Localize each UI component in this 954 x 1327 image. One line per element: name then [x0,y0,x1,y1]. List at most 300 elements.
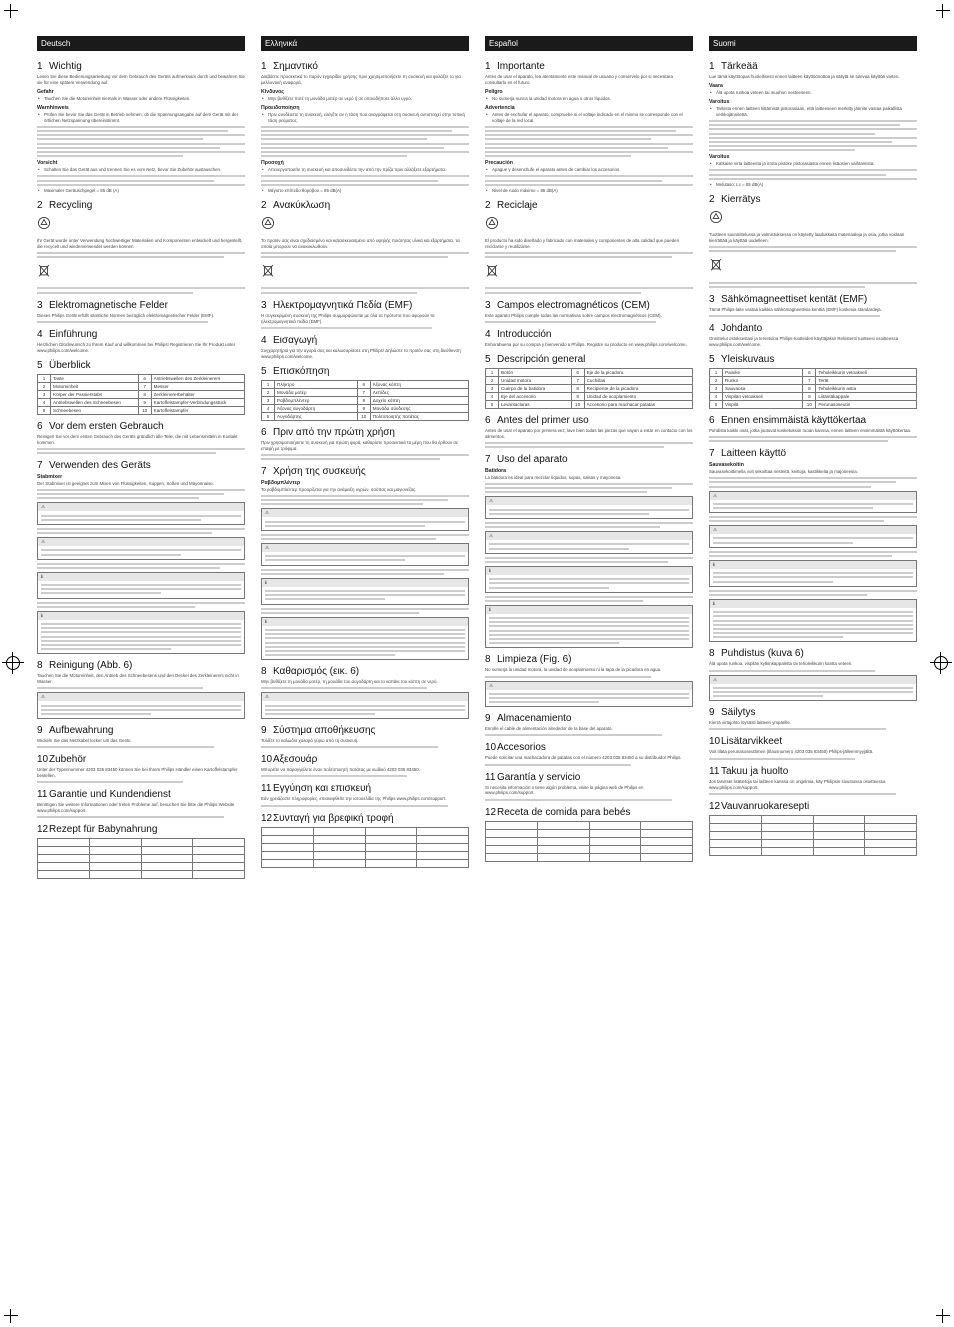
text-line [261,503,423,505]
text-line [489,638,689,640]
note-box [485,681,693,708]
text-line [261,155,407,157]
text-line [709,250,896,252]
info-icon: ℹ [265,579,267,585]
table-cell: 1 [710,368,723,376]
table-cell: Αυγοδάρτης [275,412,358,420]
table-cell: Vispilän vetoakseli [723,392,803,400]
text-line [709,590,917,592]
paragraph: Εάν χρειάζεστε πληροφορίες, επισκεφθείτε την ιστοσελίδα της Philips www.philips.com/support. [261,796,447,802]
table-cell: Πλήκτρο [275,380,358,388]
text-line [709,315,880,317]
text-line [261,458,440,460]
text-line [709,670,875,672]
text-line [37,687,203,689]
table-cell: Messer [151,382,244,390]
subheading: Sauvasekoitin [709,462,744,468]
table-row [38,390,245,398]
text-line [485,155,631,157]
recycle-icon [261,216,275,230]
note-box [485,531,693,554]
note-box [709,491,917,514]
text-line [489,509,689,511]
section-heading: 11 Takuu ja huolto [709,765,789,777]
text-line [37,448,245,450]
section-heading: 3 Elektromagnetische Felder [37,299,168,311]
section-heading: 8 Καθαρισμός (εικ. 6) [261,666,360,678]
crossed-bin-icon [261,263,275,277]
text-line [41,640,241,642]
table-cell: 5 [38,406,51,414]
subheading: Warnhinweis [37,104,69,111]
table-cell: Ραβδομπλέντερ [275,396,358,404]
table-cell: 2 [262,388,275,396]
section-heading: 1 Wichtig [37,61,82,72]
subheading: Advertencia [485,104,515,111]
table-cell: 3 [486,384,499,392]
text-line [713,572,913,574]
table-cell: 7 [138,382,151,390]
warning-icon: ⚠ [265,510,270,516]
text-line [37,602,245,604]
recycle-icon [37,216,51,230]
text-line [265,705,465,707]
crop-mark-top-left [4,4,18,18]
table-cell: 1 [486,368,499,376]
paragraph: Jos tarvitset lisätietoja tai laitteen kanssa on ongelmia, käy Philipsin sivustossa osoitteessa www.philips.com/support. [709,778,886,790]
text-line [713,611,913,613]
section-heading: 4 Introducción [485,328,552,340]
note-box [261,543,469,566]
text-line [265,525,425,527]
table-cell: 10 [357,412,370,420]
text-line [713,628,913,630]
text-line [713,687,913,689]
text-line [489,634,689,636]
section-heading: 2 Recycling [37,199,93,211]
text-line [713,691,913,693]
recipe-table [37,838,245,879]
section-heading: 6 Vor dem ersten Gebrauch [37,420,164,432]
table-cell: 8 [571,384,584,392]
paragraph: Συγχαρητήρια για την αγορά σας και καλωσορίσατε στη Philips! Δηλώστε το προϊόν σας στη διεύθυνση www.philips.com/welcome. [261,347,461,359]
text-line [41,627,241,629]
section-heading: 1 Importante [485,61,545,72]
note-box [709,525,917,548]
text-line [37,532,212,534]
section-heading: 6 Πριν από την πρώτη χρήση [261,426,395,438]
table-cell: Πολτοποιητής πατάτας [370,412,468,420]
section-heading: 7 Verwenden des Geräts [37,459,151,471]
text-line [37,130,228,132]
text-line [265,713,375,715]
text-line [489,513,649,515]
paragraph: Τυλίξτε το καλώδιο χαλαρά γύρω από τη συσκευή. [261,738,359,744]
text-line [37,138,203,140]
text-line [713,615,913,617]
text-line [489,578,689,580]
section-heading: 12Συνταγή για βρεφική τροφή [261,812,394,824]
text-line [37,256,224,258]
table-cell: Unidad motora [499,376,572,384]
bullet-item: • Antes de enchufar el aparato, compruebe si el voltaje indicado en el mismo se corresponde con el voltaje de la red local. [485,112,693,124]
table-cell: 10 [803,400,816,408]
note-box [261,617,469,661]
section-heading: 1 Σημαντικό [261,61,318,72]
paragraph: Μπορείτε να παραγγείλετε έναν πολτοποιητή πατάτας με κωδικό 4203 035 83450. [261,767,420,773]
recipe-table [261,827,469,868]
bullet-item: • Prüfen Sie bevor Sie das Gerät in Betrieb nehmen, ob die Spannungsangabe auf dem Gerät mit der örtlichen Netzspannung übereinstimmt. [37,112,245,124]
language-header: Deutsch [37,36,245,51]
text-line [37,126,245,128]
text-line [485,522,693,524]
text-line [489,625,689,627]
table-cell: 2 [710,376,723,384]
table-row [262,412,469,420]
section-heading: 9 Säilytys [709,707,756,719]
section-heading: 3 Ηλεκτρομαγνητικά Πεδία (EMF) [261,299,413,311]
paragraph: Kierrä virtajohto löysästi laitteen ympärille. [709,720,791,726]
text-line [713,624,913,626]
subheading: Προσοχή [261,160,284,167]
section-heading: 12Rezept für Babynahrung [37,824,158,836]
warning-icon: ⚠ [265,545,270,551]
text-line [709,137,917,139]
text-line [265,555,465,557]
text-line [37,816,224,818]
text-line [265,646,465,648]
text-line [713,503,913,505]
table-cell: 8 [138,390,151,398]
table-cell: Άξονας αυγοδάρτη [275,404,358,412]
recycle-icon [709,210,723,224]
section-heading: 12Vauvanruokaresepti [709,800,810,812]
section-heading: 8 Reinigung (Abb. 6) [37,660,133,672]
text-line [261,138,427,140]
section-heading: 2 Kierrätys [709,193,761,205]
crop-mark-top-right [936,4,950,18]
text-line [709,551,917,553]
table-cell: Sauvaosa [723,384,803,392]
table-row [710,392,917,400]
paragraph: Voit tilata perunasoseuttimen (tilausnumero 4203 035 83450) Philips-jälleenmyyjältä. [709,749,874,755]
recipe-table [709,815,917,856]
language-column-1 [37,36,245,1326]
subheading: Stabmixer [37,473,63,480]
section-heading: 6 Ennen ensimmäistä käyttökertaa [709,414,867,426]
text-line [41,648,171,650]
paragraph: Unter der Typennummer 4203 035 83450 können Sie bei Ihrem Philips Händler einen Kartoffelstampfer bestellen. [37,767,238,779]
bullet-item: • Nivel de ruido máximo = 85 dB(A) [485,188,693,194]
text-line [265,629,465,631]
text-line [37,746,214,748]
table-cell: 4 [38,398,51,406]
note-box [709,675,917,702]
table-cell: Schneebesen [51,406,139,414]
text-line [37,134,245,136]
subheading: Vorsicht [37,160,58,167]
text-line [261,287,469,289]
info-icon: ℹ [713,600,715,606]
table-row [486,392,693,400]
table-cell: Δοχείο κόπτη [370,396,468,404]
text-line [261,608,469,610]
section-heading: 5 Überblick [37,359,91,371]
table-cell: 4 [710,392,723,400]
text-line [485,252,693,254]
section-heading: 5 Yleiskuvaus [709,353,775,365]
table-cell: 1 [262,380,275,388]
warning-icon: ⚠ [713,492,718,498]
text-line [265,594,465,596]
table-cell: 4 [262,404,275,412]
text-line [713,507,873,509]
table-cell: Teholeikkurin astia [816,384,917,392]
table-row [486,384,693,392]
text-line [489,693,689,695]
bullet-item: • Πριν συνδέσετε τη συσκευή, ελέγξτε αν η τάση που αναγράφεται στη συσκευή αντιστοιχεί στην τοπική τάση ρεύματος. [261,112,469,124]
note-box [261,692,469,719]
table-cell: 3 [38,390,51,398]
bullet-item: • Katkaise virta laitteesta ja irrota pistoke pistorasiasta ennen lisäosien vaihtamista. [709,161,917,167]
text-line [41,644,241,646]
paragraph: Benötigen Sie weitere Informationen oder treten Probleme auf, besuchen Sie bitte die Philips Website www.philips.com/support. [37,802,235,814]
table-cell: Teholeikkurin vetoakseli [816,368,917,376]
table-cell: 3 [262,396,275,404]
warning-icon: ⚠ [41,694,46,700]
parts-overview-table [709,368,917,409]
note-box [709,599,917,643]
paragraph: Το προϊόν σας είναι σχεδιασμένο και κατασκευασμένο από υψηλής ποιότητας υλικά και εξαρτήματα, τα οποία μπορούν να ανακυκλωθούν. [261,237,460,249]
table-row [486,368,693,376]
text-line [709,758,855,760]
text-line [41,705,241,707]
section-heading: 7 Χρήση της συσκευής [261,465,366,477]
note-box [485,496,693,519]
table-cell: Liitäntäkappale [816,392,917,400]
bullet-item: • Apague y desenchufe el aparato antes de cambiar los accesorios. [485,167,693,173]
paragraph: Wickeln Sie das Netzkabel locker um das Gerät. [37,738,131,744]
table-cell: 9 [803,392,816,400]
crossed-bin-icon [485,263,499,277]
paragraph: Antes de usar el aparato por primera vez, lave bien todas las piezas que vayan a estar en contacto con los alimentos. [485,427,693,439]
text-line [265,654,395,656]
text-line [713,576,913,578]
text-line [709,477,917,479]
text-line [265,637,465,639]
text-line [265,521,465,523]
bullet-item: • Μην βυθίζετε ποτέ τη μονάδα μοτέρ σε νερό ή σε οποιοδήποτε άλλο υγρό. [261,96,469,102]
note-box [261,578,469,605]
text-line [261,151,469,153]
text-line [41,554,181,556]
table-row [710,400,917,408]
subheading: Peligro [485,88,503,95]
table-row [38,374,245,382]
warning-icon: ⚠ [489,682,494,688]
text-line [261,184,469,186]
text-line [485,799,672,801]
text-line [265,590,465,592]
recycle-icon [485,216,499,230]
text-line [709,178,917,180]
text-line [485,147,668,149]
paragraph: No sumerja la unidad motora, la unidad de acoplamiento ni la tapa de la picadora en agua. [485,667,662,673]
table-cell: Accesorio para machacar patatas [584,400,692,408]
text-line [41,592,161,594]
subheading: Κίνδυνος [261,88,284,95]
table-cell: Μονάδα σύνδεσης [370,404,468,412]
section-heading: 5 Επισκόπηση [261,365,330,377]
subheading: Vaara [709,82,723,89]
text-line [261,134,469,136]
text-line [709,124,900,126]
paragraph: Puhdista kaikki osat, jotka joutuvat kosketuksiin ruoan kanssa, ennen laitteen ensimmäistä käyttökertaa. [709,427,912,433]
text-line [709,120,917,122]
text-line [485,287,693,289]
text-line [485,130,676,132]
table-row [710,376,917,384]
section-heading: 4 Johdanto [709,322,763,334]
text-line [709,486,871,488]
table-cell: Kartoffelstampfer [151,406,244,414]
section-heading: 11 Garantie und Kundendienst [37,789,171,801]
subheading: Gefahr [37,88,54,95]
text-line [485,557,693,559]
bullet-item: • No sumerja nunca la unidad motora en agua u otros líquidos. [485,96,693,102]
text-line [37,497,199,499]
section-heading: 9 Σύστημα αποθήκευσης [261,725,376,737]
text-line [489,587,609,589]
section-heading: 9 Almacenamiento [485,713,572,725]
table-cell: Perunasoseutin [816,400,917,408]
text-line [37,147,220,149]
paragraph: Herzlichen Glückwunsch zu Ihrem Kauf und willkommen bei Philips! Registrieren Sie Ihr Produkt unter www.philips.com/welcome. [37,341,236,353]
paragraph: Tämä Philips-laite vastaa kaikkia sähkömagneettisia kenttiä (EMF) koskevia standardeja. [709,306,882,312]
table-row [486,400,693,408]
text-line [709,440,888,442]
paragraph: Το ραβδομπλέντερ προορίζεται για την ανάμειξη υγρών, σούπας και μαγιονέζας. [261,486,417,492]
language-header: Ελληνικά [261,36,469,51]
text-line [709,520,884,522]
text-line [37,489,245,491]
table-cell: 8 [357,396,370,404]
paragraph: Ihr Gerät wurde unter Verwendung hochwertiger Materialien und Komponenten entwickelt und hergestellt, die recycelt und wiederverwendet werden können. [37,237,243,249]
table-cell: 8 [803,384,816,392]
text-line [261,538,436,540]
bullet-item: • Maximaler Geräuschpegel = 85 dB (A) [37,188,245,194]
text-line [485,184,693,186]
text-line [485,487,672,489]
note-box [37,692,245,719]
subheading: Varoitus [709,154,730,161]
text-line [709,594,867,596]
paragraph: Lesen Sie diese Bedienungsanleitung vor dem Gebrauch des Geräts aufmerksam durch und bewahren Sie sie für eine spätere Verwendung auf. [37,74,245,85]
note-box [37,537,245,560]
text-line [41,519,201,521]
text-line [37,175,245,177]
registration-mark-right [934,656,948,670]
section-heading: 10Lisätarvikkeet [709,736,783,748]
paragraph: Älä upota runkoa, vispilän kytkinkappaletta tai teholeikkurin kantta veteen. [709,661,853,667]
text-line [485,175,693,177]
bullet-item: • Απενεργοποιείτε τη συσκευή και αποσυνδέετε την από την πρίζα πριν αλλάξετε εξαρτήματα. [261,167,469,173]
table-cell: 7 [803,376,816,384]
text-line [37,321,208,323]
text-line [265,709,465,711]
paragraph: Enhorabuena por su compra y bienvenido a Philips. Registre su producto en www.philips.com/welcome. [485,341,687,347]
table-row [486,376,693,384]
text-line [261,495,469,497]
text-line [261,454,469,456]
table-cell: 7 [571,376,584,384]
language-column-2 [261,36,469,1326]
text-line [261,147,444,149]
text-line [489,582,689,584]
section-heading: 10Zubehör [37,754,87,766]
section-heading: 7 Laitteen käyttö [709,448,787,459]
text-line [261,180,438,182]
text-line [261,805,448,807]
paragraph: Tauchen Sie die Motoreinheit, den Antrieb des Schneebesens und den Deckel des Zerkleinerers nicht in Wasser. [37,673,239,685]
note-box [261,508,469,531]
table-row [262,388,469,396]
table-cell: Runko [723,376,803,384]
text-line [485,292,641,294]
text-line [485,134,693,136]
parts-overview-table [261,380,469,421]
table-cell: Antriebswellen des Zerkleinerers [151,374,244,382]
paragraph: Lue tämä käyttöopas huolellisesti ennen laitteen käyttöönottoa ja säilytä se tulevaa käyttöä varten. [709,74,900,79]
table-cell: 5 [262,412,275,420]
text-line [713,620,913,622]
text-line [713,636,843,638]
text-line [265,650,465,652]
subheading: Varoitus [709,98,730,105]
section-heading: 3 Sähkömagneettiset kentät (EMF) [709,293,868,305]
table-cell: 9 [357,404,370,412]
parts-overview-table [485,368,693,409]
text-line [37,287,245,289]
text-line [489,617,689,619]
language-column-4 [709,36,917,1326]
warning-icon: ⚠ [41,539,46,545]
text-line [37,528,245,530]
text-line [37,563,245,565]
text-line [261,256,448,258]
warning-icon: ⚠ [489,498,494,504]
text-line [261,746,438,748]
paragraph: Η συγκεκριμένη συσκευή της Philips συμμορφώνεται με όλα τα πρότυπα που αφορούν τα ηλεκτρομαγνητικά πεδία (EMF). [261,312,435,324]
table-cell: 6 [803,368,816,376]
table-row [710,384,917,392]
table-cell: 6 [138,374,151,382]
text-line [37,292,193,294]
text-line [709,149,855,151]
crop-mark-bottom-right [936,1309,950,1323]
table-row [262,380,469,388]
table-cell: 9 [571,392,584,400]
text-line [485,561,668,563]
warning-icon: ⚠ [265,694,270,700]
text-line [37,606,195,608]
text-line [37,493,224,495]
text-line [261,252,469,254]
text-line [713,542,853,544]
text-line [485,676,651,678]
table-row [262,396,469,404]
table-cell: Taste [51,374,139,382]
